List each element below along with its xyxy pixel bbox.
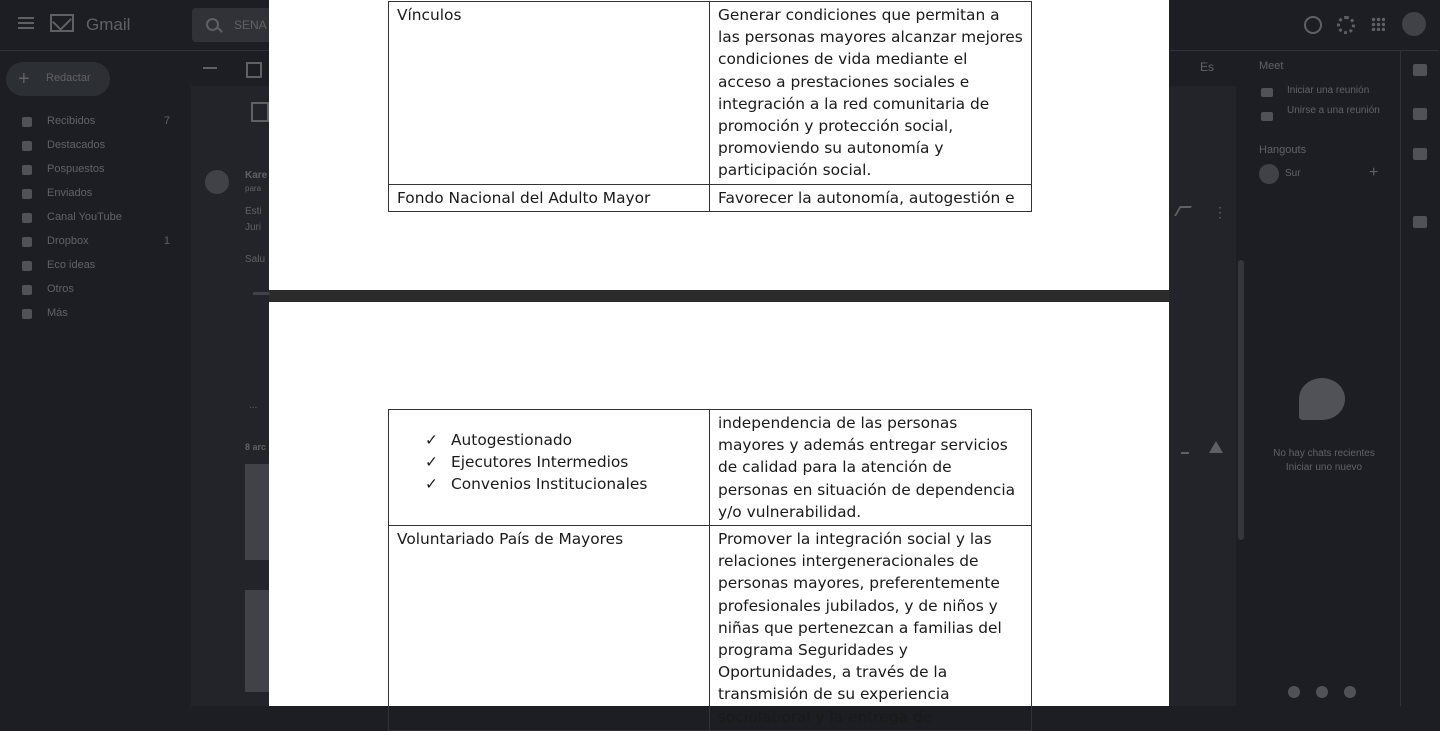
search-input[interactable] [192, 8, 272, 42]
compose-label: Redactar [46, 72, 91, 84]
show-trimmed-button[interactable]: ... [249, 400, 258, 411]
sidebar-item-canal-youtube[interactable] [0, 206, 185, 230]
list-item-label: Autogestionado [451, 431, 573, 449]
google-apps-icon[interactable] [1371, 17, 1385, 31]
table-row [389, 2, 1032, 185]
programs-table [388, 409, 1032, 731]
sidebar-item-label: Destacados [47, 139, 106, 151]
clock-icon [22, 165, 32, 175]
reply-icon[interactable] [1174, 206, 1192, 216]
document-page [269, 0, 1169, 290]
sidebar-item-dropbox[interactable] [0, 230, 185, 254]
chat-side-panel [1249, 50, 1399, 706]
inbox-icon [22, 117, 32, 127]
account-avatar[interactable] [1402, 12, 1426, 36]
sidebar-item-label: Más [47, 307, 68, 319]
hangouts-bottom-bar [1270, 684, 1390, 704]
message-text-line: Juri [245, 222, 262, 233]
list-item [425, 451, 701, 473]
hangouts-quote-icon [1299, 378, 1345, 420]
sidebar-item-label: Eco ideas [47, 259, 96, 271]
sidebar-item-label: Enviados [47, 187, 93, 199]
calendar-icon[interactable] [1413, 64, 1427, 76]
page-separator [269, 290, 1169, 302]
compose-button[interactable] [6, 62, 110, 96]
program-name-cell: Voluntariado País de Mayores [389, 526, 710, 731]
label-icon [22, 261, 32, 271]
contacts-icon[interactable] [1288, 686, 1300, 698]
more-options-icon[interactable]: ⋮ [1213, 204, 1227, 220]
program-objective-cell: Promover la integración social y las relaciones intergeneracionales de personas mayores, preferentemente profesionales jubilados, y de niños y niñas que pertenezcan a familias del programa Seguridades y Oportunidades, a través de la transmisión de su experiencia sociolaboral y la entrega de [710, 526, 1032, 731]
main-menu-icon[interactable] [18, 17, 34, 29]
tasks-icon[interactable] [1413, 148, 1427, 160]
label-icon [22, 237, 32, 247]
meet-heading: Meet [1259, 60, 1284, 72]
list-item [425, 473, 701, 495]
attachment-thumbnail[interactable] [245, 464, 271, 560]
video-camera-icon [1261, 88, 1273, 97]
input-tools-button[interactable]: Es [1199, 60, 1214, 74]
start-meeting-link[interactable]: Iniciar una reunión [1287, 85, 1370, 96]
hangouts-user-avatar[interactable] [1259, 164, 1279, 184]
gmail-logo-icon[interactable] [50, 14, 74, 32]
document-page [269, 302, 1169, 726]
right-side-rail [1400, 50, 1440, 706]
attachment-thumbnail[interactable] [245, 590, 271, 692]
new-chat-plus-icon[interactable]: + [1369, 164, 1379, 181]
label-icon [251, 102, 269, 122]
hangouts-icon[interactable] [1316, 686, 1328, 698]
start-new-chat-link[interactable]: Iniciar uno nuevo [1285, 462, 1363, 473]
checkmark-icon: ✓ [425, 431, 438, 449]
sender-avatar [205, 170, 229, 194]
table-row [389, 526, 1032, 731]
settings-gear-icon[interactable] [1337, 16, 1355, 34]
message-text-line: Esti [245, 206, 262, 217]
program-name-cell: Fondo Nacional del Adulto Mayor [389, 184, 710, 211]
search-icon[interactable] [206, 18, 219, 31]
hangouts-user-name[interactable]: Sur [1285, 168, 1301, 179]
checkmark-icon: ✓ [425, 453, 438, 472]
sidebar-item-label: Recibidos [47, 115, 96, 127]
sidebar-item-label: Dropbox [47, 235, 89, 247]
list-item-label: Convenios Institucionales [451, 475, 648, 494]
checkmark-icon: ✓ [425, 475, 438, 494]
table-row [389, 410, 1032, 526]
program-name-cell: Vínculos [389, 2, 710, 185]
chevron-down-icon [22, 309, 32, 319]
list-item-label: Ejecutores Intermedios [451, 453, 629, 472]
send-icon [22, 189, 32, 199]
gmail-app-name: Gmail [86, 15, 131, 34]
sidebar-item-recibidos[interactable] [0, 110, 185, 134]
no-recent-chats-text: No hay chats recientes [1273, 448, 1375, 459]
sidebar-item-mas[interactable] [0, 302, 185, 326]
program-objective-cell: Favorecer la autonomía, autogestión e [710, 184, 1032, 211]
message-text-line: Salu [245, 254, 266, 265]
sender-name: Kare [245, 170, 268, 181]
download-icon[interactable] [1181, 442, 1189, 454]
join-meeting-link[interactable]: Unirse a una reunión [1287, 105, 1380, 116]
star-icon [22, 141, 32, 151]
list-item [425, 429, 701, 451]
attachments-count: 8 arc [245, 442, 267, 452]
sidebar-nav [0, 110, 185, 326]
search-text: SENA [234, 18, 267, 32]
archive-icon[interactable] [246, 62, 262, 78]
sidebar-item-count: 7 [163, 115, 170, 127]
sidebar-item-eco-ideas[interactable] [0, 254, 185, 278]
compose-plus-icon: + [18, 68, 30, 90]
sidebar-item-otros[interactable] [0, 278, 185, 302]
label-icon [22, 285, 32, 295]
programs-table [388, 1, 1032, 212]
save-to-drive-icon[interactable] [1209, 441, 1223, 453]
keyboard-icon [1261, 112, 1273, 121]
back-arrow-icon[interactable] [203, 67, 217, 69]
table-row [389, 184, 1032, 211]
hangouts-heading: Hangouts [1259, 144, 1307, 156]
program-objective-cell: Generar condiciones que permitan a las personas mayores alcanzar mejores condiciones de vida mediante el acceso a prestaciones sociales e integración a la red comunitaria de promoción y protección social, promoviendo su autonomía y participación social. [710, 2, 1032, 185]
phone-icon[interactable] [1344, 686, 1356, 698]
label-icon [22, 213, 32, 223]
sidebar-item-label: Otros [47, 283, 74, 295]
sidebar-item-destacados[interactable] [0, 134, 185, 158]
modalities-checklist [397, 412, 701, 496]
recipient-line[interactable]: para [245, 184, 262, 193]
sidebar-item-enviados[interactable] [0, 182, 185, 206]
message-scrollbar[interactable] [1238, 260, 1244, 540]
sidebar-item-count: 1 [163, 235, 170, 247]
add-addon-plus-icon[interactable] [1413, 216, 1427, 228]
help-icon[interactable] [1304, 16, 1322, 34]
program-objective-cell: independencia de las personas mayores y además entregar servicios de calidad para la atención de personas en situación de dependencia y/o vulnerabilidad. [710, 410, 1032, 526]
program-modalities-cell [389, 410, 710, 526]
keep-icon[interactable] [1413, 108, 1427, 120]
sidebar-item-label: Pospuestos [47, 163, 105, 175]
sidebar-item-label: Canal YouTube [47, 211, 122, 223]
sidebar-item-pospuestos[interactable] [0, 158, 185, 182]
